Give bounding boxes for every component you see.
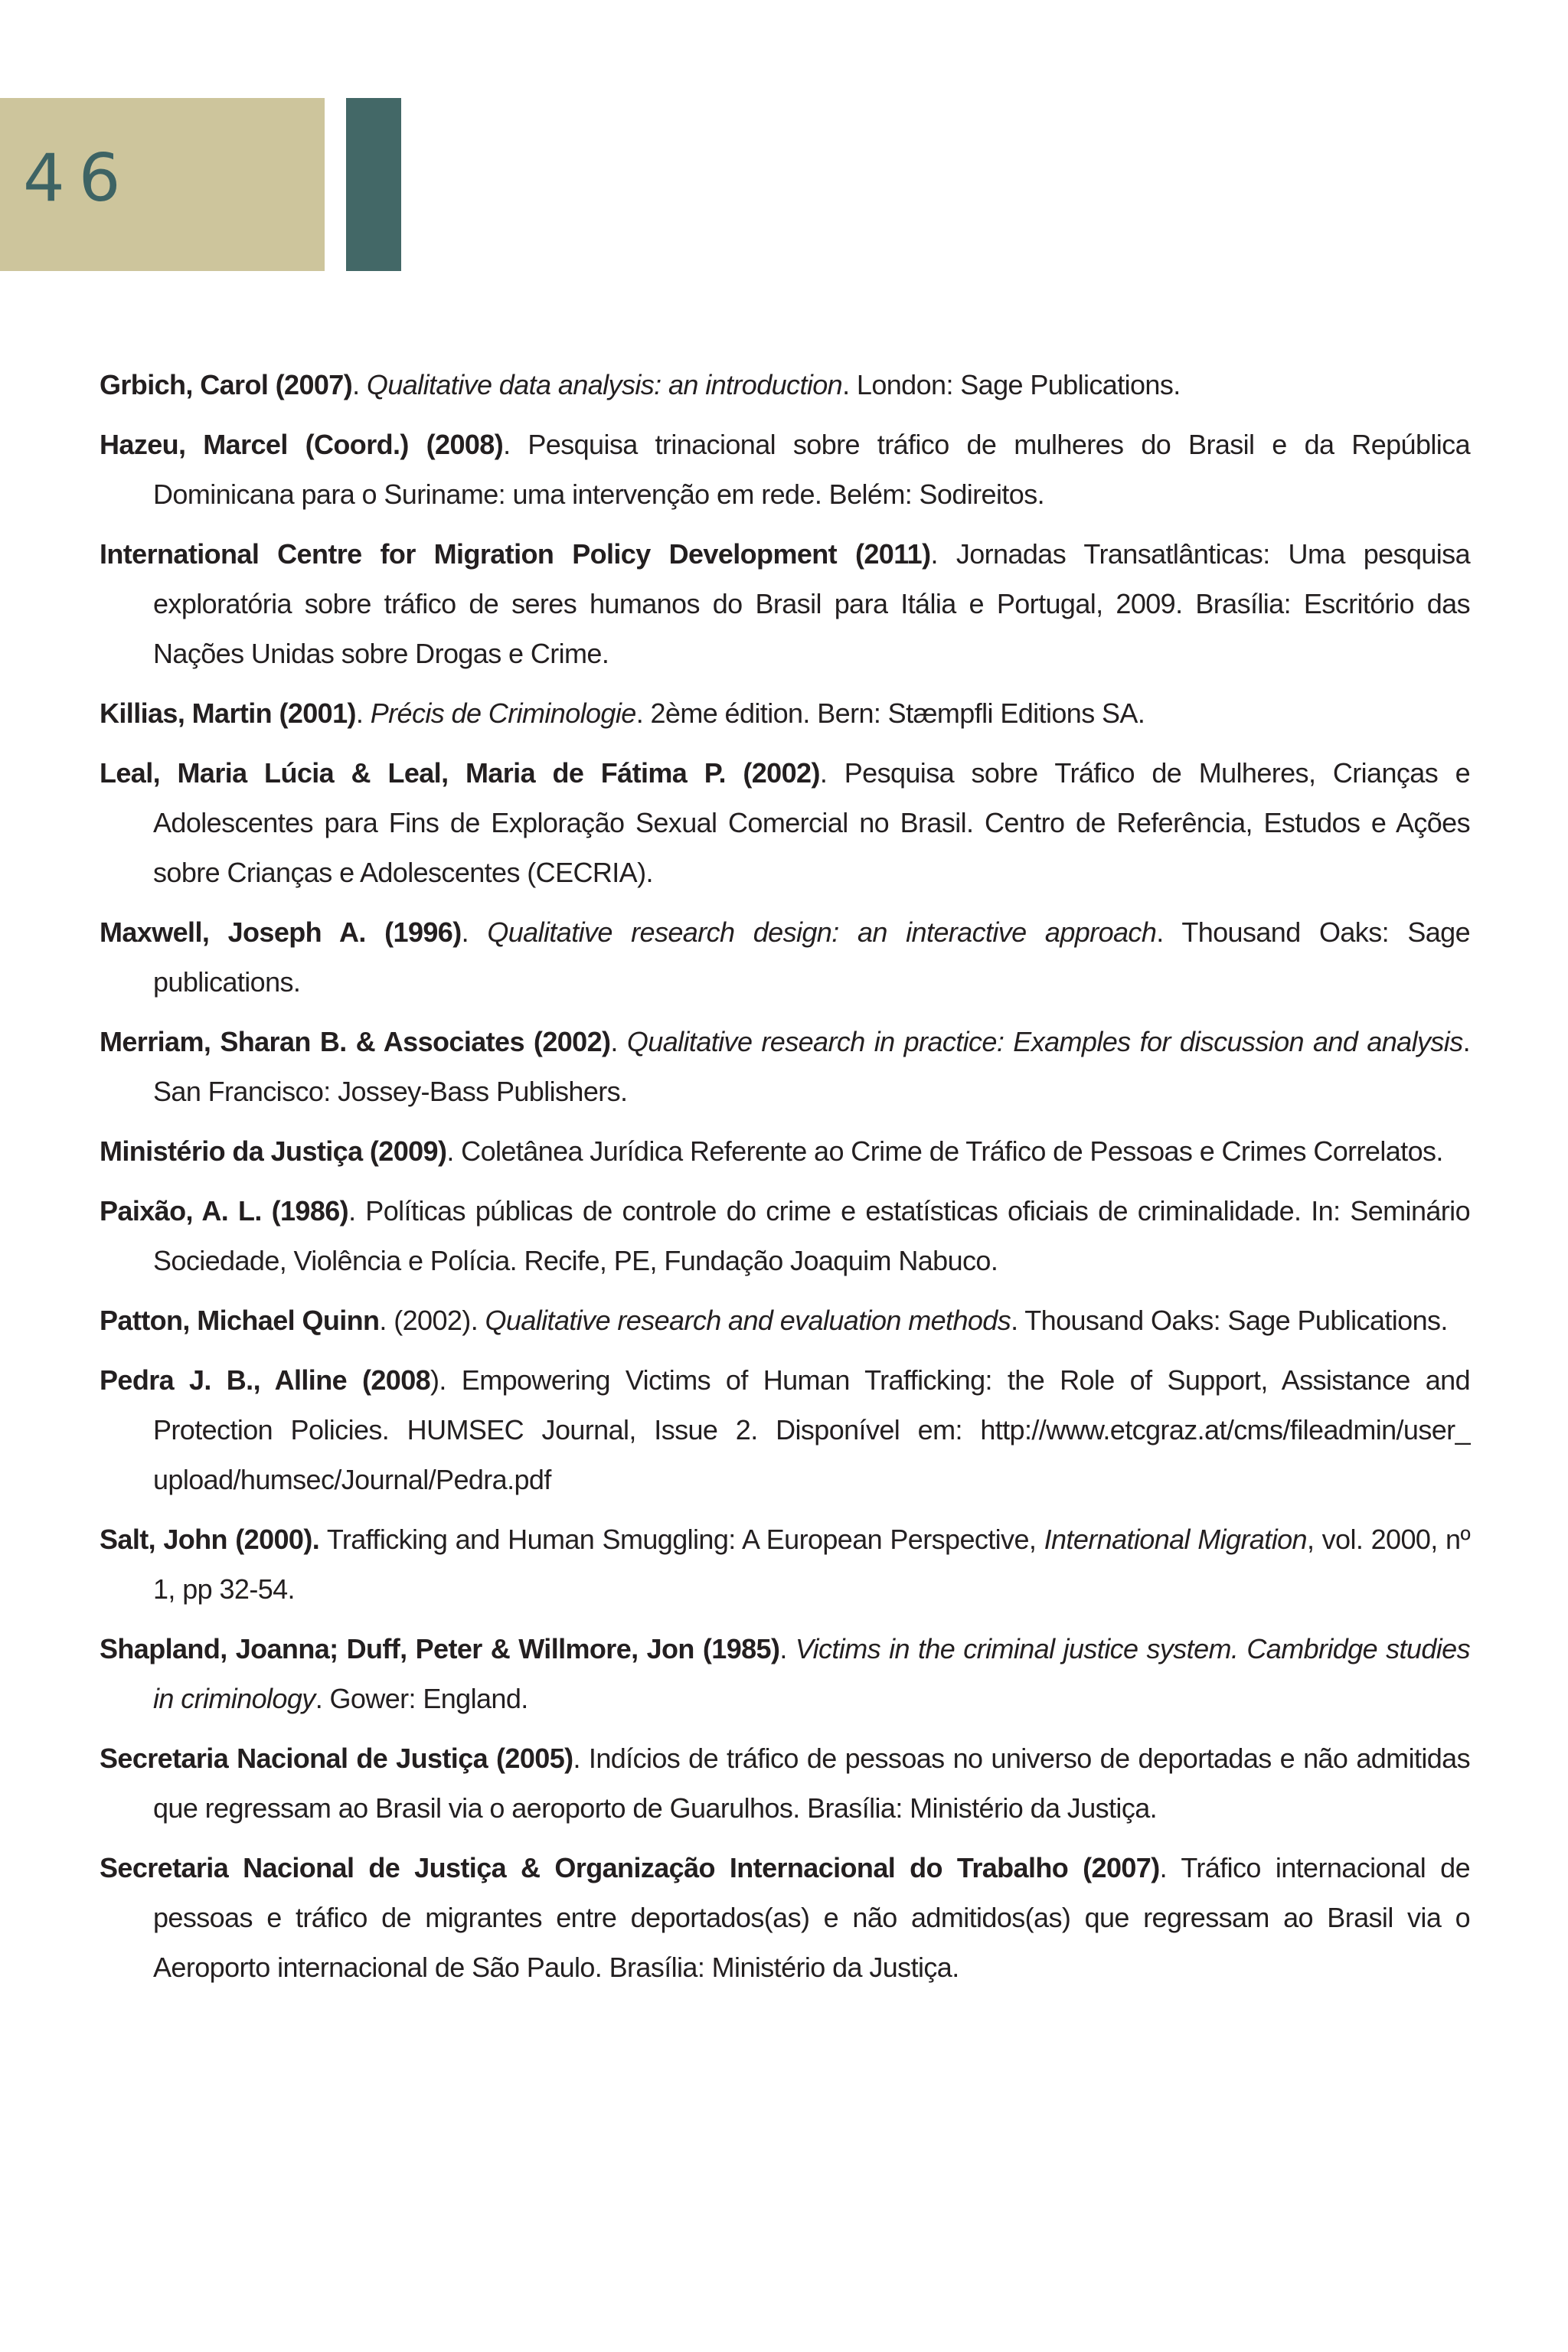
reference-text: . Jornadas Transatlânticas: Uma pesquisa exploratória sobre tráfico de seres humanos do Brasil para Itália e Portugal, 2009. Brasília: Escritório das Nações Unidas sobre Drogas e Crime. — [153, 538, 1471, 669]
reference-text: . 2ème édition. Bern: Stæmpfli Editions SA. — [635, 697, 1145, 729]
reference-text: . — [355, 697, 371, 729]
reference-author: Hazeu, Marcel (Coord.) (2008) — [100, 429, 504, 460]
reference-author: Paixão, A. L. (1986) — [100, 1195, 349, 1227]
reference-text: . — [352, 369, 367, 400]
reference-entry — [100, 748, 1470, 897]
reference-title: Qualitative research and evaluation methods — [485, 1305, 1011, 1336]
reference-author: Pedra J. B., Alline (2008 — [100, 1364, 431, 1396]
reference-entry — [100, 420, 1470, 519]
reference-author: Merriam, Sharan B. & Associates (2002) — [100, 1026, 611, 1057]
reference-author: Secretaria Nacional de Justiça (2005) — [100, 1743, 573, 1774]
reference-text: . Tráfico internacional de pessoas e tráfico de migrantes entre deportados(as) e não admitidos(as) que regressam ao Brasil via o Aeroporto internacional de São Paulo. Brasília: Ministério da Justiça. — [153, 1852, 1471, 1983]
reference-text: . (2002). — [379, 1305, 485, 1336]
reference-text: . San Francisco: Jossey-Bass Publishers. — [153, 1026, 1470, 1107]
reference-entry — [100, 1624, 1470, 1723]
reference-entry — [100, 1126, 1470, 1176]
reference-text: . Thousand Oaks: Sage publications. — [153, 916, 1470, 998]
reference-author: Salt, John (2000). — [100, 1524, 320, 1555]
reference-text: ). Empowering Victims of Human Trafficking: the Role of Support, Assistance and Protection Policies. HUMSEC Journal, Issue 2. Disponível em: http://www.etcgraz.at/cms/fileadmin/user_ upload/humsec/Journal/Pedra.pdf — [153, 1364, 1470, 1495]
reference-title: Victims in the criminal justice system. Cambridge studies in criminology — [153, 1633, 1470, 1714]
reference-author: Secretaria Nacional de Justiça & Organização Internacional do Trabalho (2007) — [100, 1852, 1160, 1883]
reference-entry — [100, 1843, 1470, 1992]
reference-author: Leal, Maria Lúcia & Leal, Maria de Fátima P. (2002) — [100, 757, 820, 789]
reference-entry — [100, 529, 1470, 678]
reference-title: Qualitative research design: an interactive approach — [487, 916, 1157, 948]
reference-author: Ministério da Justiça (2009) — [100, 1135, 447, 1167]
reference-author: International Centre for Migration Policy Development (2011) — [100, 538, 931, 570]
reference-text: Trafficking and Human Smuggling: A European Perspective, — [319, 1524, 1044, 1555]
reference-author: Patton, Michael Quinn — [100, 1305, 380, 1336]
reference-text: . Pesquisa sobre Tráfico de Mulheres, Crianças e Adolescentes para Fins de Exploração Sexual Comercial no Brasil. Centro de Referência, Estudos e Ações sobre Crianças e Adolescentes (CECRIA). — [153, 757, 1471, 888]
reference-text: . Indícios de tráfico de pessoas no universo de deportadas e não admitidas que regressam ao Brasil via o aeroporto de Guarulhos. Brasília: Ministério da Justiça. — [153, 1743, 1471, 1824]
reference-author: Maxwell, Joseph A. (1996) — [100, 916, 462, 948]
reference-text: . Thousand Oaks: Sage Publications. — [1011, 1305, 1448, 1336]
reference-text: . — [779, 1633, 795, 1664]
reference-entry — [100, 907, 1470, 1007]
reference-entry — [100, 1186, 1470, 1285]
reference-entry — [100, 688, 1470, 738]
reference-text: . London: Sage Publications. — [842, 369, 1181, 400]
reference-text: . Coletânea Jurídica Referente ao Crime de Tráfico de Pessoas e Crimes Correlatos. — [446, 1135, 1443, 1167]
reference-title: Qualitative data analysis: an introduction — [366, 369, 843, 400]
reference-text: , vol. 2000, nº 1, pp 32-54. — [153, 1524, 1470, 1605]
reference-text: . Gower: England. — [315, 1683, 528, 1714]
page-number: 46 — [23, 140, 135, 217]
reference-entry — [100, 1017, 1470, 1116]
reference-text: . — [610, 1026, 627, 1057]
reference-entry — [100, 1295, 1470, 1345]
accent-bar — [346, 98, 401, 271]
reference-entry — [100, 1355, 1470, 1504]
reference-text: . — [461, 916, 488, 948]
reference-author: Grbich, Carol (2007) — [100, 369, 353, 400]
reference-entry — [100, 360, 1470, 410]
reference-list — [100, 360, 1470, 2002]
reference-author: Killias, Martin (2001) — [100, 697, 356, 729]
reference-text: . Pesquisa trinacional sobre tráfico de mulheres do Brasil e da República Dominicana para o Suriname: uma intervenção em rede. Belém: Sodireitos. — [153, 429, 1470, 510]
reference-title: Précis de Criminologie — [370, 697, 636, 729]
reference-title: International Migration — [1044, 1524, 1307, 1555]
reference-entry — [100, 1733, 1470, 1833]
reference-title: Qualitative research in practice: Examples for discussion and analysis — [626, 1026, 1463, 1057]
reference-entry — [100, 1514, 1470, 1614]
reference-text: . Políticas públicas de controle do crime e estatísticas oficiais de criminalidade. In: Seminário Sociedade, Violência e Polícia. Recife, PE, Fundação Joaquim Nabuco. — [153, 1195, 1470, 1276]
reference-author: Shapland, Joanna; Duff, Peter & Willmore, Jon (1985) — [100, 1633, 780, 1664]
